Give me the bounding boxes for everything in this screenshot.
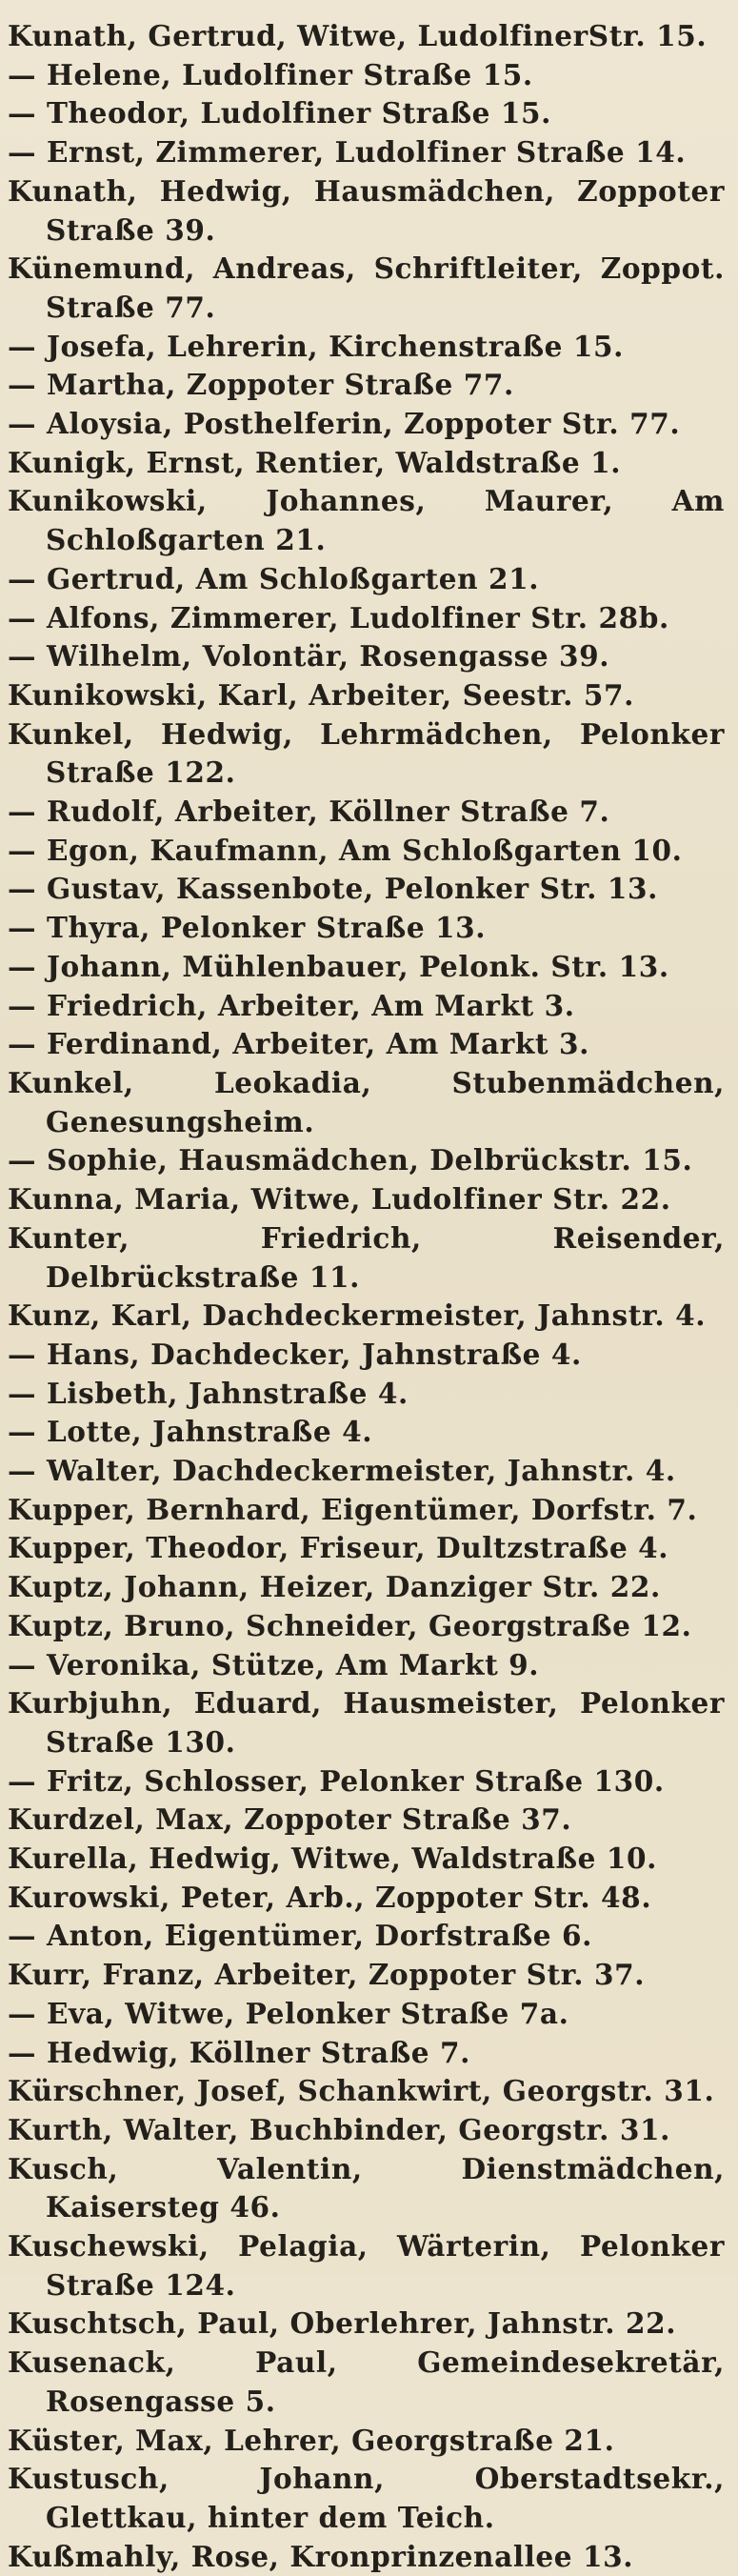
- directory-entry: Künemund, Andreas, Schriftleiter, Zoppot. Straße 77.: [8, 252, 725, 324]
- directory-entry: — Wilhelm, Volontär, Rosengasse 39.: [8, 639, 610, 674]
- directory-entry: Kunikowski, Johannes, Maurer, Am Schloßgarten 21.: [8, 484, 725, 557]
- directory-entry: Kustusch, Johann, Oberstadtsekr., Glettkau, hinter dem Teich.: [8, 2462, 725, 2534]
- directory-entry: — Hans, Dachdecker, Jahnstraße 4.: [8, 1337, 582, 1371]
- directory-entry: — Theodor, Ludolfiner Straße 15.: [8, 96, 552, 131]
- directory-entry: — Walter, Dachdeckermeister, Jahnstr. 4.: [8, 1454, 676, 1488]
- directory-entry: Kunkel, Hedwig, Lehrmädchen, Pelonker Straße 122.: [8, 716, 725, 790]
- directory-entry: Kunna, Maria, Witwe, Ludolfiner Str. 22.: [8, 1182, 671, 1217]
- directory-entry: — Alfons, Zimmerer, Ludolfiner Str. 28b.: [8, 600, 669, 634]
- directory-entry: Kupper, Theodor, Friseur, Dultzstraße 4.: [8, 1531, 669, 1565]
- directory-entry: — Ferdinand, Arbeiter, Am Markt 3.: [8, 1027, 590, 1061]
- directory-entry: — Martha, Zoppoter Straße 77.: [8, 368, 514, 402]
- directory-entry: — Ernst, Zimmerer, Ludolfiner Straße 14.: [8, 135, 687, 170]
- directory-entry: Kürschner, Josef, Schankwirt, Georgstr. 31.: [8, 2074, 715, 2108]
- directory-entry: — Gertrud, Am Schloßgarten 21.: [8, 561, 540, 595]
- directory-entry: Kunz, Karl, Dachdeckermeister, Jahnstr. 4.: [8, 1298, 707, 1333]
- directory-entry: Kunter, Friedrich, Reisender, Delbrückstraße 11.: [8, 1220, 725, 1294]
- directory-entry: Kunath, Hedwig, Hausmädchen, Zoppoter Straße 39.: [8, 173, 725, 247]
- directory-entry: Kunkel, Leokadia, Stubenmädchen, Genesungsheim.: [8, 1065, 725, 1138]
- directory-entry: Kurr, Franz, Arbeiter, Zoppoter Str. 37.: [8, 1958, 646, 1992]
- directory-entry: — Helene, Ludolfiner Straße 15.: [8, 57, 533, 91]
- directory-entry: Kupper, Bernhard, Eigentümer, Dorfstr. 7.: [8, 1492, 698, 1526]
- directory-entry: Kusch, Valentin, Dienstmädchen, Kaisersteg 46.: [8, 2151, 725, 2224]
- directory-entry: Kurowski, Peter, Arb., Zoppoter Str. 48.: [8, 1880, 652, 1914]
- directory-entry: — Aloysia, Posthelferin, Zoppoter Str. 77.: [8, 407, 681, 441]
- directory-entry: — Friedrich, Arbeiter, Am Markt 3.: [8, 988, 575, 1022]
- directory-entry: — Johann, Mühlenbauer, Pelonk. Str. 13.: [8, 949, 669, 983]
- directory-entry: — Rudolf, Arbeiter, Köllner Straße 7.: [8, 795, 610, 829]
- directory-entry: — Hedwig, Köllner Straße 7.: [8, 2035, 470, 2069]
- directory-entry: Kurbjuhn, Eduard, Hausmeister, Pelonker Straße 130.: [8, 1686, 725, 1759]
- directory-entry: — Lisbeth, Jahnstraße 4.: [8, 1376, 409, 1410]
- directory-entry: Kusenack, Paul, Gemeindesekretär, Rosengasse 5.: [8, 2345, 725, 2418]
- directory-entry: Kurth, Walter, Buchbinder, Georgstr. 31.: [8, 2112, 670, 2146]
- directory-entry: Kuptz, Johann, Heizer, Danziger Str. 22.: [8, 1570, 661, 1604]
- directory-entry: Kuschewski, Pelagia, Wärterin, Pelonker Straße 124.: [8, 2229, 725, 2302]
- directory-entry: — Lotte, Jahnstraße 4.: [8, 1415, 373, 1449]
- directory-entry: Kußmahly, Rose, Kronprinzenallee 13.: [8, 2539, 634, 2573]
- directory-entry: Kurella, Hedwig, Witwe, Waldstraße 10.: [8, 1841, 657, 1876]
- directory-entry: — Josefa, Lehrerin, Kirchenstraße 15.: [8, 329, 625, 363]
- directory-entry: Kunikowski, Karl, Arbeiter, Seestr. 57.: [8, 677, 634, 712]
- directory-entry: — Sophie, Hausmädchen, Delbrückstr. 15.: [8, 1143, 693, 1177]
- directory-entry: Kunigk, Ernst, Rentier, Waldstraße 1.: [8, 445, 622, 479]
- directory-entry: — Veronika, Stütze, Am Markt 9.: [8, 1647, 540, 1681]
- directory-entry: Kunath, Gertrud, Witwe, LudolfinerStr. 15.: [8, 19, 708, 52]
- directory-entry: Kurdzel, Max, Zoppoter Straße 37.: [8, 1802, 572, 1837]
- directory-entry-list: [8, 17, 725, 2576]
- directory-entry: — Fritz, Schlosser, Pelonker Straße 130.: [8, 1763, 665, 1798]
- directory-entry: — Gustav, Kassenbote, Pelonker Str. 13.: [8, 872, 659, 906]
- directory-entry: — Thyra, Pelonker Straße 13.: [8, 911, 487, 945]
- directory-entry: — Eva, Witwe, Pelonker Straße 7a.: [8, 1996, 569, 2030]
- directory-entry: — Anton, Eigentümer, Dorfstraße 6.: [8, 1919, 592, 1953]
- directory-entry: Kuschtsch, Paul, Oberlehrer, Jahnstr. 22.: [8, 2306, 677, 2341]
- directory-entry: Kuptz, Bruno, Schneider, Georgstraße 12.: [8, 1608, 692, 1642]
- directory-entry: — Egon, Kaufmann, Am Schloßgarten 10.: [8, 833, 683, 867]
- directory-entry: Küster, Max, Lehrer, Georgstraße 21.: [8, 2423, 615, 2457]
